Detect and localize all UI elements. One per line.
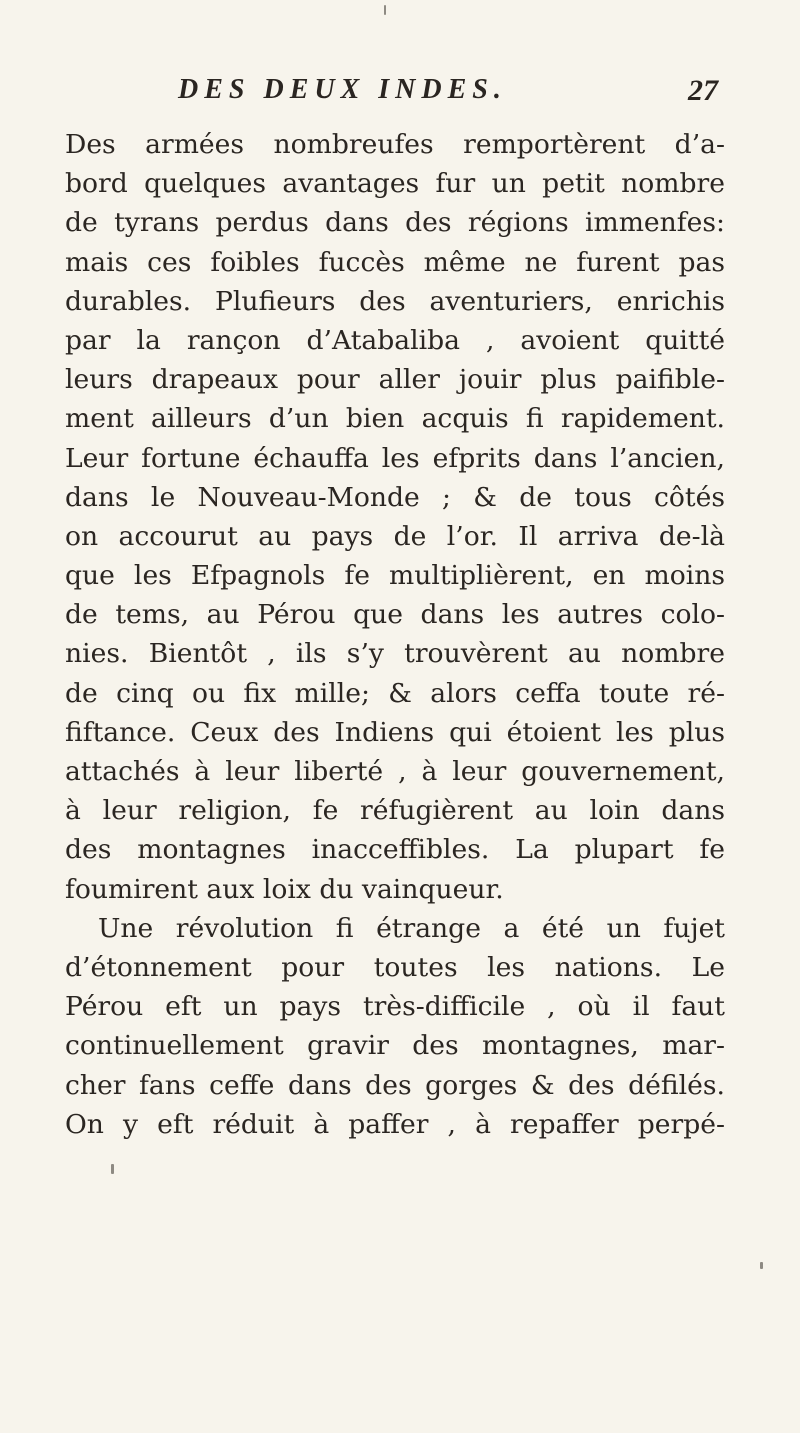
text-line: d’étonnement pour toutes les nations. Le [65, 951, 725, 983]
text-line: durables. Plufieurs des aventuriers, enrichis [65, 285, 725, 317]
text-line: Leur fortune échauffa les efprits dans l’ancien, [65, 442, 725, 474]
text-line: à leur religion, fe réfugièrent au loin dans [65, 795, 725, 827]
text-line: cher fans ceffe dans des gorges & des défilés. [65, 1069, 725, 1101]
text-line: On y eft réduit à paffer , à repaffer perpé- [65, 1108, 725, 1140]
text-line: attachés à leur liberté , à leur gouvernement, [65, 756, 725, 787]
text-line: Une révolution fi étrange a été un fujet [98, 912, 725, 944]
text-line: continuellement gravir des montagnes, mar- [65, 1030, 725, 1062]
text-line: de tems, au Pérou que dans les autres colo- [65, 599, 725, 631]
text-line: fiftance. Ceux des Indiens qui étoient les plus [65, 716, 725, 748]
body-text [65, 125, 725, 1144]
paper-speck [760, 1262, 763, 1269]
text-line: Des armées nombreufes remportèrent d’a- [65, 129, 725, 160]
text-line: mais ces foibles fuccès même ne furent pas [65, 246, 725, 278]
text-line: de tyrans perdus dans des régions immenfes: [65, 207, 725, 239]
text-line: par la rançon d’Atabaliba , avoient quitté [65, 324, 725, 356]
paper-speck [384, 5, 386, 15]
text-line: on accourut au pays de l’or. Il arriva de-là [65, 520, 725, 552]
text-line: Pérou eft un pays très-difficile , où il faut [65, 991, 725, 1023]
text-line: des montagnes inacceffibles. La plupart fe [65, 834, 725, 866]
text-line: de cinq ou fix mille; & alors ceffa toute ré- [65, 677, 725, 709]
text-line: foumirent aux loix du vainqueur. [65, 873, 504, 905]
running-head: DES DEUX INDES. [178, 74, 507, 105]
text-line: ment ailleurs d’un bien acquis fi rapidement. [65, 403, 725, 435]
text-line: que les Efpagnols fe multiplièrent, en moins [65, 560, 725, 592]
page-header [178, 74, 718, 118]
text-line: dans le Nouveau-Monde ; & de tous côtés [65, 481, 725, 513]
text-line: nies. Bientôt , ils s’y trouvèrent au nombre [65, 638, 725, 670]
page-number: 27 [688, 74, 718, 107]
text-line: leurs drapeaux pour aller jouir plus paifible- [65, 364, 725, 396]
text-line: bord quelques avantages fur un petit nombre [65, 168, 725, 200]
paper-speck [111, 1164, 114, 1174]
